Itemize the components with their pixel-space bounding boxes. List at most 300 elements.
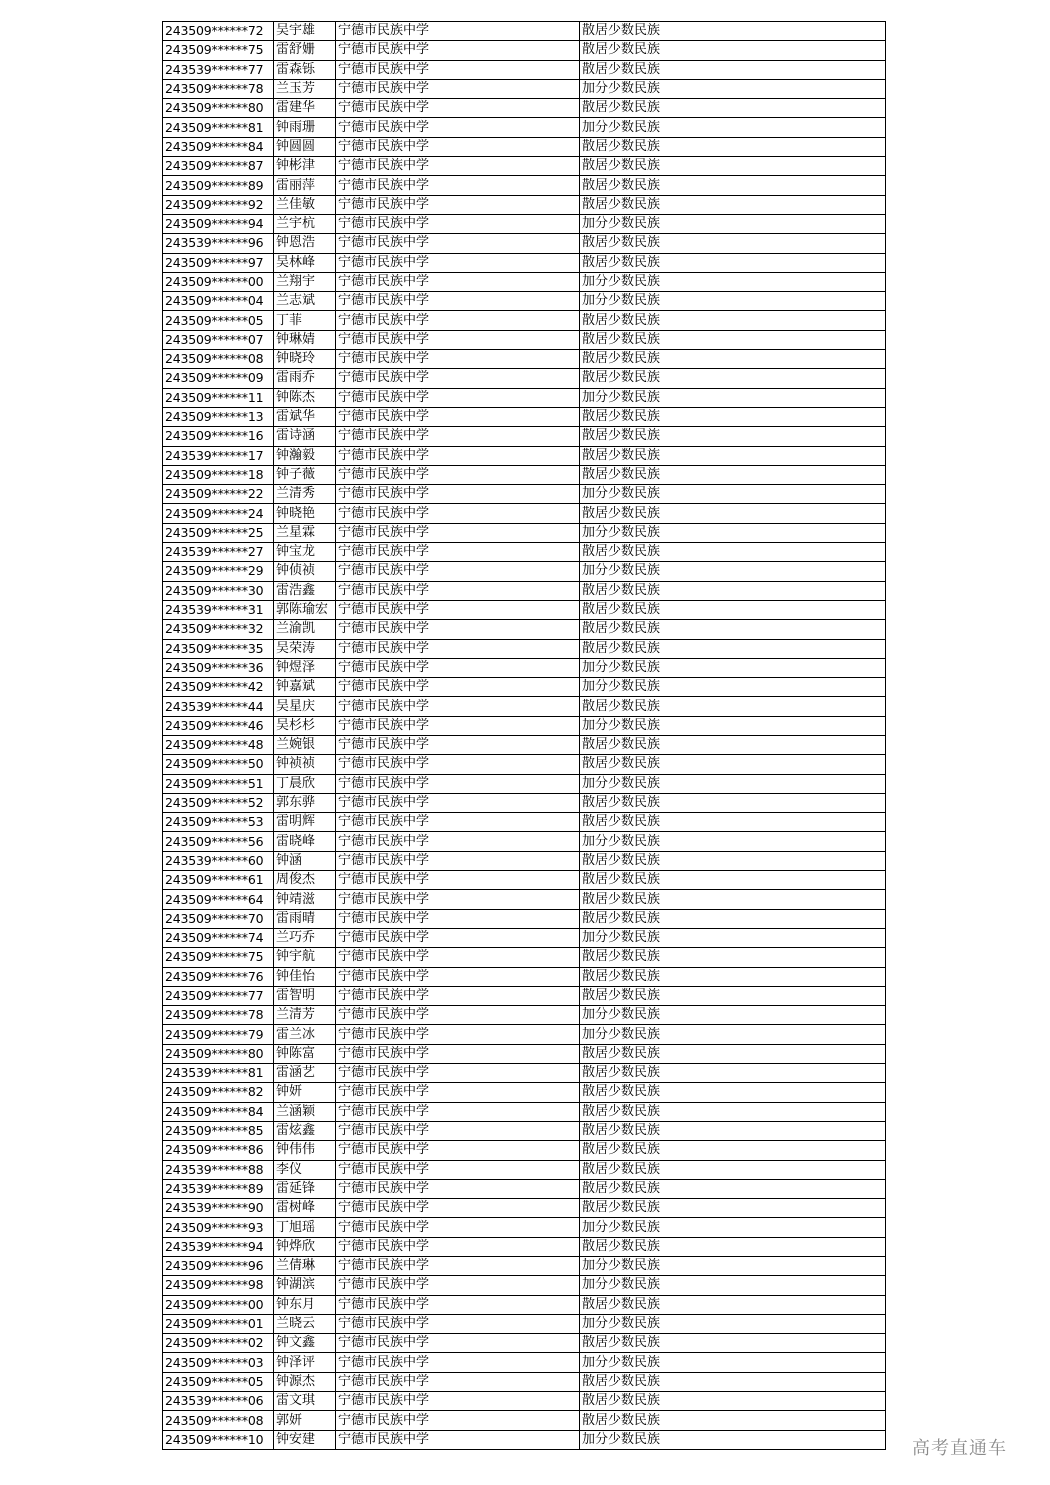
table-row	[163, 195, 886, 214]
category-cell: 散居少数民族	[580, 967, 886, 986]
school-cell: 宁德市民族中学	[336, 330, 580, 349]
school-cell: 宁德市民族中学	[336, 485, 580, 504]
school-cell: 宁德市民族中学	[336, 697, 580, 716]
school-cell: 宁德市民族中学	[336, 1411, 580, 1430]
name-cell: 雷晓峰	[274, 832, 336, 851]
id-cell: 243509******09	[163, 369, 274, 388]
category-cell: 散居少数民族	[580, 1083, 886, 1102]
table-row	[163, 1430, 886, 1449]
id-cell: 243539******44	[163, 697, 274, 716]
table-row	[163, 1334, 886, 1353]
category-cell: 加分少数民族	[580, 1006, 886, 1025]
school-cell: 宁德市民族中学	[336, 1295, 580, 1314]
category-cell: 散居少数民族	[580, 1372, 886, 1391]
id-cell: 243509******25	[163, 523, 274, 542]
category-cell: 散居少数民族	[580, 465, 886, 484]
table-row	[163, 22, 886, 41]
category-cell: 加分少数民族	[580, 118, 886, 137]
school-cell: 宁德市民族中学	[336, 1102, 580, 1121]
school-cell: 宁德市民族中学	[336, 658, 580, 677]
table-row	[163, 1102, 886, 1121]
name-cell: 雷森铄	[274, 60, 336, 79]
table-row	[163, 986, 886, 1005]
name-cell: 钟伟伟	[274, 1141, 336, 1160]
table-row	[163, 118, 886, 137]
school-cell: 宁德市民族中学	[336, 1237, 580, 1256]
category-cell: 散居少数民族	[580, 1141, 886, 1160]
id-cell: 243509******05	[163, 1372, 274, 1391]
table-row	[163, 427, 886, 446]
table-row	[163, 678, 886, 697]
id-cell: 243509******00	[163, 272, 274, 291]
name-cell: 兰翔宇	[274, 272, 336, 291]
name-cell: 钟晓玲	[274, 350, 336, 369]
name-cell: 钟祯祯	[274, 755, 336, 774]
table-row	[163, 774, 886, 793]
id-cell: 243509******84	[163, 1102, 274, 1121]
category-cell: 散居少数民族	[580, 137, 886, 156]
name-cell: 兰巧乔	[274, 928, 336, 947]
school-cell: 宁德市民族中学	[336, 1006, 580, 1025]
id-cell: 243539******06	[163, 1392, 274, 1411]
id-cell: 243509******77	[163, 986, 274, 1005]
id-cell: 243509******05	[163, 311, 274, 330]
school-cell: 宁德市民族中学	[336, 99, 580, 118]
id-cell: 243509******85	[163, 1121, 274, 1140]
table-row	[163, 1179, 886, 1198]
name-cell: 兰清秀	[274, 485, 336, 504]
table-row	[163, 658, 886, 677]
category-cell: 加分少数民族	[580, 292, 886, 311]
category-cell: 散居少数民族	[580, 986, 886, 1005]
category-cell: 散居少数民族	[580, 369, 886, 388]
category-cell: 加分少数民族	[580, 928, 886, 947]
id-cell: 243509******42	[163, 678, 274, 697]
name-cell: 钟文鑫	[274, 1334, 336, 1353]
name-cell: 周俊杰	[274, 871, 336, 890]
school-cell: 宁德市民族中学	[336, 22, 580, 41]
table-row	[163, 1121, 886, 1140]
table-row	[163, 1218, 886, 1237]
id-cell: 243509******70	[163, 909, 274, 928]
table-row	[163, 1160, 886, 1179]
table-row	[163, 330, 886, 349]
school-cell: 宁德市民族中学	[336, 292, 580, 311]
school-cell: 宁德市民族中学	[336, 620, 580, 639]
category-cell: 加分少数民族	[580, 832, 886, 851]
id-cell: 243509******35	[163, 639, 274, 658]
id-cell: 243509******96	[163, 1257, 274, 1276]
id-cell: 243509******78	[163, 1006, 274, 1025]
name-cell: 雷诗涵	[274, 427, 336, 446]
school-cell: 宁德市民族中学	[336, 1179, 580, 1198]
school-cell: 宁德市民族中学	[336, 369, 580, 388]
school-cell: 宁德市民族中学	[336, 909, 580, 928]
watermark-text: 高考直通车	[912, 1438, 1007, 1459]
id-cell: 243509******87	[163, 157, 274, 176]
id-cell: 243539******94	[163, 1237, 274, 1256]
id-cell: 243539******77	[163, 60, 274, 79]
id-cell: 243509******84	[163, 137, 274, 156]
name-cell: 钟宇航	[274, 948, 336, 967]
school-cell: 宁德市民族中学	[336, 234, 580, 253]
category-cell: 散居少数民族	[580, 330, 886, 349]
id-cell: 243509******29	[163, 562, 274, 581]
school-cell: 宁德市民族中学	[336, 832, 580, 851]
id-cell: 243509******82	[163, 1083, 274, 1102]
category-cell: 散居少数民族	[580, 890, 886, 909]
name-cell: 丁晨欣	[274, 774, 336, 793]
table-row	[163, 137, 886, 156]
id-cell: 243509******93	[163, 1218, 274, 1237]
category-cell: 散居少数民族	[580, 871, 886, 890]
table-row	[163, 1083, 886, 1102]
name-cell: 兰婉银	[274, 735, 336, 754]
school-cell: 宁德市民族中学	[336, 214, 580, 233]
category-cell: 加分少数民族	[580, 272, 886, 291]
table-row	[163, 851, 886, 870]
category-cell: 散居少数民族	[580, 253, 886, 272]
table-row	[163, 1025, 886, 1044]
name-cell: 雷丽萍	[274, 176, 336, 195]
id-cell: 243509******48	[163, 735, 274, 754]
id-cell: 243509******16	[163, 427, 274, 446]
id-cell: 243509******74	[163, 928, 274, 947]
id-cell: 243509******81	[163, 118, 274, 137]
table-row	[163, 79, 886, 98]
id-cell: 243509******79	[163, 1025, 274, 1044]
table-row	[163, 1237, 886, 1256]
school-cell: 宁德市民族中学	[336, 1083, 580, 1102]
name-cell: 雷舒姗	[274, 41, 336, 60]
school-cell: 宁德市民族中学	[336, 1141, 580, 1160]
school-cell: 宁德市民族中学	[336, 1121, 580, 1140]
id-cell: 243539******90	[163, 1199, 274, 1218]
table-row	[163, 446, 886, 465]
category-cell: 散居少数民族	[580, 157, 886, 176]
category-cell: 散居少数民族	[580, 1295, 886, 1314]
category-cell: 散居少数民族	[580, 427, 886, 446]
table-row	[163, 60, 886, 79]
id-cell: 243509******00	[163, 1295, 274, 1314]
category-cell: 加分少数民族	[580, 1276, 886, 1295]
school-cell: 宁德市民族中学	[336, 1430, 580, 1449]
school-cell: 宁德市民族中学	[336, 581, 580, 600]
category-cell: 散居少数民族	[580, 1237, 886, 1256]
name-cell: 兰渝凯	[274, 620, 336, 639]
table-row	[163, 813, 886, 832]
school-cell: 宁德市民族中学	[336, 600, 580, 619]
category-cell: 散居少数民族	[580, 1102, 886, 1121]
id-cell: 243539******96	[163, 234, 274, 253]
name-cell: 钟宝龙	[274, 543, 336, 562]
category-cell: 散居少数民族	[580, 755, 886, 774]
school-cell: 宁德市民族中学	[336, 543, 580, 562]
table-row	[163, 697, 886, 716]
id-cell: 243539******27	[163, 543, 274, 562]
category-cell: 加分少数民族	[580, 1353, 886, 1372]
table-row	[163, 99, 886, 118]
school-cell: 宁德市民族中学	[336, 388, 580, 407]
id-cell: 243509******08	[163, 1411, 274, 1430]
school-cell: 宁德市民族中学	[336, 1372, 580, 1391]
category-cell: 加分少数民族	[580, 774, 886, 793]
id-cell: 243509******72	[163, 22, 274, 41]
category-cell: 散居少数民族	[580, 504, 886, 523]
category-cell: 散居少数民族	[580, 543, 886, 562]
school-cell: 宁德市民族中学	[336, 755, 580, 774]
id-cell: 243509******51	[163, 774, 274, 793]
id-cell: 243509******56	[163, 832, 274, 851]
school-cell: 宁德市民族中学	[336, 1257, 580, 1276]
school-cell: 宁德市民族中学	[336, 813, 580, 832]
category-cell: 散居少数民族	[580, 600, 886, 619]
category-cell: 加分少数民族	[580, 658, 886, 677]
name-cell: 雷文琪	[274, 1392, 336, 1411]
name-cell: 兰晓云	[274, 1314, 336, 1333]
table-row	[163, 716, 886, 735]
id-cell: 243509******08	[163, 350, 274, 369]
school-cell: 宁德市民族中学	[336, 678, 580, 697]
category-cell: 散居少数民族	[580, 446, 886, 465]
id-cell: 243509******61	[163, 871, 274, 890]
school-cell: 宁德市民族中学	[336, 176, 580, 195]
table-row	[163, 311, 886, 330]
name-cell: 钟雨珊	[274, 118, 336, 137]
id-cell: 243509******01	[163, 1314, 274, 1333]
category-cell: 散居少数民族	[580, 22, 886, 41]
table-row	[163, 41, 886, 60]
table-row	[163, 909, 886, 928]
table-row	[163, 214, 886, 233]
school-cell: 宁德市民族中学	[336, 118, 580, 137]
name-cell: 李仪	[274, 1160, 336, 1179]
school-cell: 宁德市民族中学	[336, 1064, 580, 1083]
school-cell: 宁德市民族中学	[336, 523, 580, 542]
school-cell: 宁德市民族中学	[336, 407, 580, 426]
id-cell: 243509******75	[163, 41, 274, 60]
category-cell: 散居少数民族	[580, 350, 886, 369]
name-cell: 雷兰冰	[274, 1025, 336, 1044]
name-cell: 钟煜泽	[274, 658, 336, 677]
category-cell: 散居少数民族	[580, 1064, 886, 1083]
table-row	[163, 1295, 886, 1314]
table-row	[163, 639, 886, 658]
school-cell: 宁德市民族中学	[336, 350, 580, 369]
school-cell: 宁德市民族中学	[336, 1334, 580, 1353]
id-cell: 243539******89	[163, 1179, 274, 1198]
id-cell: 243509******97	[163, 253, 274, 272]
table-row	[163, 600, 886, 619]
id-cell: 243539******17	[163, 446, 274, 465]
school-cell: 宁德市民族中学	[336, 1160, 580, 1179]
name-cell: 兰宇杭	[274, 214, 336, 233]
category-cell: 散居少数民族	[580, 948, 886, 967]
category-cell: 散居少数民族	[580, 176, 886, 195]
table-row	[163, 1314, 886, 1333]
category-cell: 散居少数民族	[580, 1334, 886, 1353]
name-cell: 兰玉芳	[274, 79, 336, 98]
name-cell: 雷斌华	[274, 407, 336, 426]
id-cell: 243509******36	[163, 658, 274, 677]
table-row	[163, 1141, 886, 1160]
name-cell: 兰涵颖	[274, 1102, 336, 1121]
table-row	[163, 1199, 886, 1218]
category-cell: 散居少数民族	[580, 41, 886, 60]
school-cell: 宁德市民族中学	[336, 137, 580, 156]
table-row	[163, 1276, 886, 1295]
category-cell: 散居少数民族	[580, 851, 886, 870]
table-row	[163, 253, 886, 272]
name-cell: 钟子薇	[274, 465, 336, 484]
id-cell: 243509******53	[163, 813, 274, 832]
id-cell: 243509******98	[163, 1276, 274, 1295]
category-cell: 散居少数民族	[580, 407, 886, 426]
name-cell: 钟涵	[274, 851, 336, 870]
id-cell: 243509******46	[163, 716, 274, 735]
school-cell: 宁德市民族中学	[336, 504, 580, 523]
school-cell: 宁德市民族中学	[336, 716, 580, 735]
category-cell: 散居少数民族	[580, 620, 886, 639]
category-cell: 散居少数民族	[580, 909, 886, 928]
name-cell: 吴宇雄	[274, 22, 336, 41]
name-cell: 兰志斌	[274, 292, 336, 311]
name-cell: 钟东月	[274, 1295, 336, 1314]
id-cell: 243509******89	[163, 176, 274, 195]
category-cell: 加分少数民族	[580, 485, 886, 504]
category-cell: 散居少数民族	[580, 1392, 886, 1411]
school-cell: 宁德市民族中学	[336, 986, 580, 1005]
school-cell: 宁德市民族中学	[336, 41, 580, 60]
id-cell: 243509******03	[163, 1353, 274, 1372]
id-cell: 243509******64	[163, 890, 274, 909]
school-cell: 宁德市民族中学	[336, 253, 580, 272]
table-row	[163, 890, 886, 909]
id-cell: 243509******30	[163, 581, 274, 600]
category-cell: 散居少数民族	[580, 1044, 886, 1063]
table-row	[163, 292, 886, 311]
school-cell: 宁德市民族中学	[336, 427, 580, 446]
school-cell: 宁德市民族中学	[336, 639, 580, 658]
school-cell: 宁德市民族中学	[336, 1044, 580, 1063]
category-cell: 加分少数民族	[580, 678, 886, 697]
category-cell: 散居少数民族	[580, 311, 886, 330]
table-row	[163, 157, 886, 176]
id-cell: 243539******31	[163, 600, 274, 619]
category-cell: 散居少数民族	[580, 639, 886, 658]
table-row	[163, 504, 886, 523]
school-cell: 宁德市民族中学	[336, 793, 580, 812]
name-cell: 郭妍	[274, 1411, 336, 1430]
id-cell: 243509******24	[163, 504, 274, 523]
id-cell: 243539******88	[163, 1160, 274, 1179]
category-cell: 加分少数民族	[580, 214, 886, 233]
school-cell: 宁德市民族中学	[336, 735, 580, 754]
id-cell: 243509******78	[163, 79, 274, 98]
table-row	[163, 1257, 886, 1276]
id-cell: 243509******04	[163, 292, 274, 311]
table-row	[163, 928, 886, 947]
table-row	[163, 735, 886, 754]
table-row	[163, 562, 886, 581]
table-row	[163, 1353, 886, 1372]
name-cell: 丁菲	[274, 311, 336, 330]
table-row	[163, 407, 886, 426]
name-cell: 钟晓艳	[274, 504, 336, 523]
category-cell: 加分少数民族	[580, 1314, 886, 1333]
category-cell: 加分少数民族	[580, 562, 886, 581]
school-cell: 宁德市民族中学	[336, 1392, 580, 1411]
table-row	[163, 176, 886, 195]
category-cell: 加分少数民族	[580, 1430, 886, 1449]
id-cell: 243509******75	[163, 948, 274, 967]
category-cell: 散居少数民族	[580, 813, 886, 832]
table-row	[163, 465, 886, 484]
name-cell: 吴星庆	[274, 697, 336, 716]
school-cell: 宁德市民族中学	[336, 195, 580, 214]
table-row	[163, 1006, 886, 1025]
school-cell: 宁德市民族中学	[336, 272, 580, 291]
name-cell: 雷树峰	[274, 1199, 336, 1218]
name-cell: 钟陈杰	[274, 388, 336, 407]
name-cell: 郭东骅	[274, 793, 336, 812]
category-cell: 散居少数民族	[580, 234, 886, 253]
name-cell: 钟佳怡	[274, 967, 336, 986]
table-row	[163, 755, 886, 774]
category-cell: 散居少数民族	[580, 1160, 886, 1179]
category-cell: 散居少数民族	[580, 1411, 886, 1430]
name-cell: 雷雨晴	[274, 909, 336, 928]
roster-table	[162, 21, 886, 1450]
name-cell: 钟安建	[274, 1430, 336, 1449]
name-cell: 兰倩琳	[274, 1257, 336, 1276]
name-cell: 钟源杰	[274, 1372, 336, 1391]
category-cell: 散居少数民族	[580, 60, 886, 79]
table-row	[163, 234, 886, 253]
name-cell: 雷涵艺	[274, 1064, 336, 1083]
name-cell: 钟靖滋	[274, 890, 336, 909]
name-cell: 钟侦祯	[274, 562, 336, 581]
table-row	[163, 832, 886, 851]
id-cell: 243509******52	[163, 793, 274, 812]
id-cell: 243509******22	[163, 485, 274, 504]
name-cell: 郭陈瑜宏	[274, 600, 336, 619]
name-cell: 雷建华	[274, 99, 336, 118]
category-cell: 加分少数民族	[580, 716, 886, 735]
name-cell: 吴林峰	[274, 253, 336, 272]
school-cell: 宁德市民族中学	[336, 967, 580, 986]
table-row	[163, 543, 886, 562]
school-cell: 宁德市民族中学	[336, 60, 580, 79]
school-cell: 宁德市民族中学	[336, 851, 580, 870]
category-cell: 散居少数民族	[580, 697, 886, 716]
category-cell: 散居少数民族	[580, 195, 886, 214]
name-cell: 钟泽评	[274, 1353, 336, 1372]
school-cell: 宁德市民族中学	[336, 311, 580, 330]
name-cell: 雷浩鑫	[274, 581, 336, 600]
id-cell: 243509******13	[163, 407, 274, 426]
name-cell: 丁旭瑶	[274, 1218, 336, 1237]
name-cell: 钟彬津	[274, 157, 336, 176]
category-cell: 散居少数民族	[580, 1179, 886, 1198]
category-cell: 加分少数民族	[580, 388, 886, 407]
category-cell: 散居少数民族	[580, 1199, 886, 1218]
id-cell: 243509******86	[163, 1141, 274, 1160]
category-cell: 加分少数民族	[580, 1218, 886, 1237]
name-cell: 雷延锋	[274, 1179, 336, 1198]
school-cell: 宁德市民族中学	[336, 1314, 580, 1333]
school-cell: 宁德市民族中学	[336, 890, 580, 909]
